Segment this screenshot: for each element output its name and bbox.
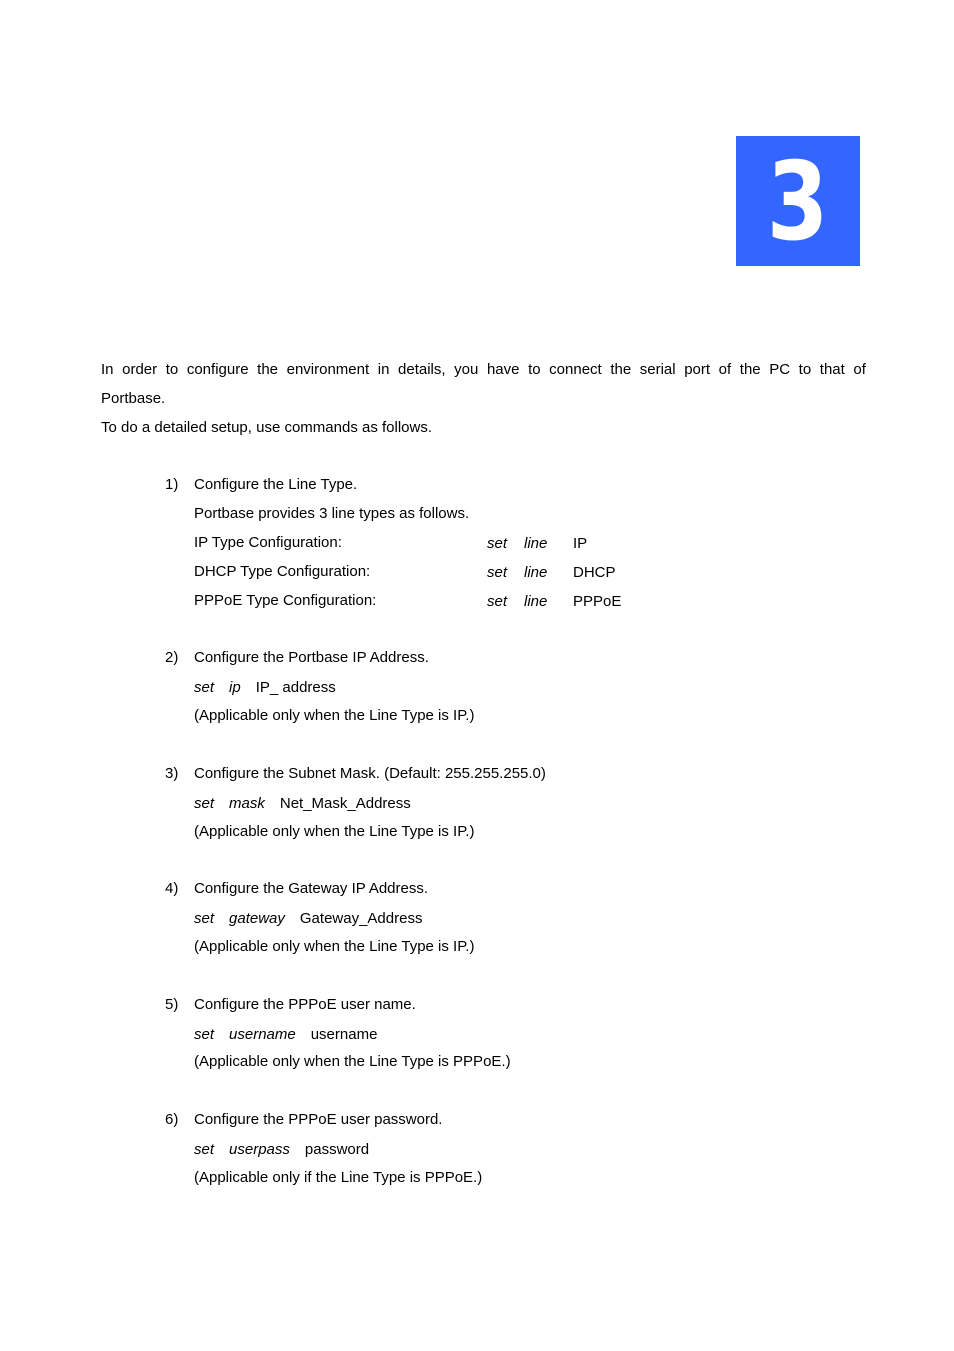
command-line <box>194 1026 377 1044</box>
intro-word: the <box>739 361 761 378</box>
step-number: 4) <box>165 880 179 897</box>
step-title: Configure the Gateway IP Address. <box>194 880 429 897</box>
command-keyword: gateway <box>229 910 285 927</box>
intro-paragraph-line-1 <box>101 361 866 379</box>
command-keyword: set <box>194 910 215 927</box>
intro-word: details, <box>398 361 446 378</box>
command-argument: password <box>304 1141 370 1158</box>
intro-word: you <box>454 361 479 378</box>
step-description: Portbase provides 3 line types as follows. <box>194 505 470 522</box>
step-note: (Applicable only when the Line Type is IP.) <box>194 938 475 955</box>
step-note: (Applicable only when the Line Type is PPPoE.) <box>194 1053 511 1070</box>
command-argument: Gateway_Address <box>299 910 423 927</box>
intro-paragraph-line-2: Portbase. <box>101 390 166 407</box>
chapter-number: 3 <box>767 140 829 265</box>
step-number: 2) <box>165 649 179 666</box>
command-keyword: set <box>194 795 215 812</box>
intro-word: to <box>798 361 812 378</box>
step-title: Configure the PPPoE user password. <box>194 1111 443 1128</box>
intro-word: have <box>486 361 520 378</box>
command-keyword: line <box>524 564 548 581</box>
command-argument: username <box>310 1026 378 1043</box>
intro-word: In <box>101 361 114 378</box>
command-value: IP <box>573 535 588 552</box>
intro-word: that <box>819 361 845 378</box>
command-argument: Net_Mask_Address <box>279 795 411 812</box>
line-type-label: PPPoE Type Configuration: <box>194 592 377 609</box>
step-number: 5) <box>165 996 179 1013</box>
step-number: 3) <box>165 765 179 782</box>
intro-word: the <box>257 361 279 378</box>
intro-word: order <box>122 361 158 378</box>
command-keyword: set <box>487 564 508 581</box>
intro-word: configure <box>186 361 249 378</box>
command-keyword: userpass <box>229 1141 290 1158</box>
command-value: PPPoE <box>573 593 622 610</box>
command-line <box>194 795 411 813</box>
line-type-label: IP Type Configuration: <box>194 534 342 551</box>
intro-word: port <box>684 361 711 378</box>
command-keyword: set <box>194 1141 215 1158</box>
intro-word: of <box>718 361 732 378</box>
command-keyword: line <box>524 593 548 610</box>
intro-paragraph-line-3: To do a detailed setup, use commands as follows. <box>101 419 433 436</box>
command-value: DHCP <box>573 564 616 581</box>
step-number: 1) <box>165 476 179 493</box>
command-keyword: mask <box>229 795 265 812</box>
command-line <box>194 679 336 697</box>
command-keyword: line <box>524 535 548 552</box>
intro-word: to <box>528 361 541 378</box>
intro-word: to <box>165 361 179 378</box>
step-title: Configure the Portbase IP Address. <box>194 649 429 666</box>
intro-word: serial <box>639 361 676 378</box>
step-title: Configure the Subnet Mask. (Default: 255.255.255.0) <box>194 765 546 782</box>
line-type-label: DHCP Type Configuration: <box>194 563 371 580</box>
intro-word: environment <box>286 361 370 378</box>
command-keyword: ip <box>229 679 241 696</box>
command-keyword: set <box>194 679 215 696</box>
step-title: Configure the Line Type. <box>194 476 358 493</box>
intro-word: of <box>853 361 866 378</box>
command-keyword: username <box>229 1026 296 1043</box>
command-line <box>194 1141 369 1159</box>
intro-word: in <box>377 361 390 378</box>
step-note: (Applicable only if the Line Type is PPPoE.) <box>194 1169 483 1186</box>
intro-word: connect <box>549 361 602 378</box>
command-keyword: set <box>194 1026 215 1043</box>
intro-word: PC <box>769 361 791 378</box>
step-note: (Applicable only when the Line Type is IP.) <box>194 707 475 724</box>
intro-word: the <box>610 361 632 378</box>
step-title: Configure the PPPoE user name. <box>194 996 416 1013</box>
chapter-number-badge <box>736 136 860 266</box>
step-number: 6) <box>165 1111 179 1128</box>
command-keyword: set <box>487 535 508 552</box>
command-argument: IP_ address <box>255 679 336 696</box>
command-keyword: set <box>487 593 508 610</box>
step-note: (Applicable only when the Line Type is IP.) <box>194 823 475 840</box>
command-line <box>194 910 422 928</box>
